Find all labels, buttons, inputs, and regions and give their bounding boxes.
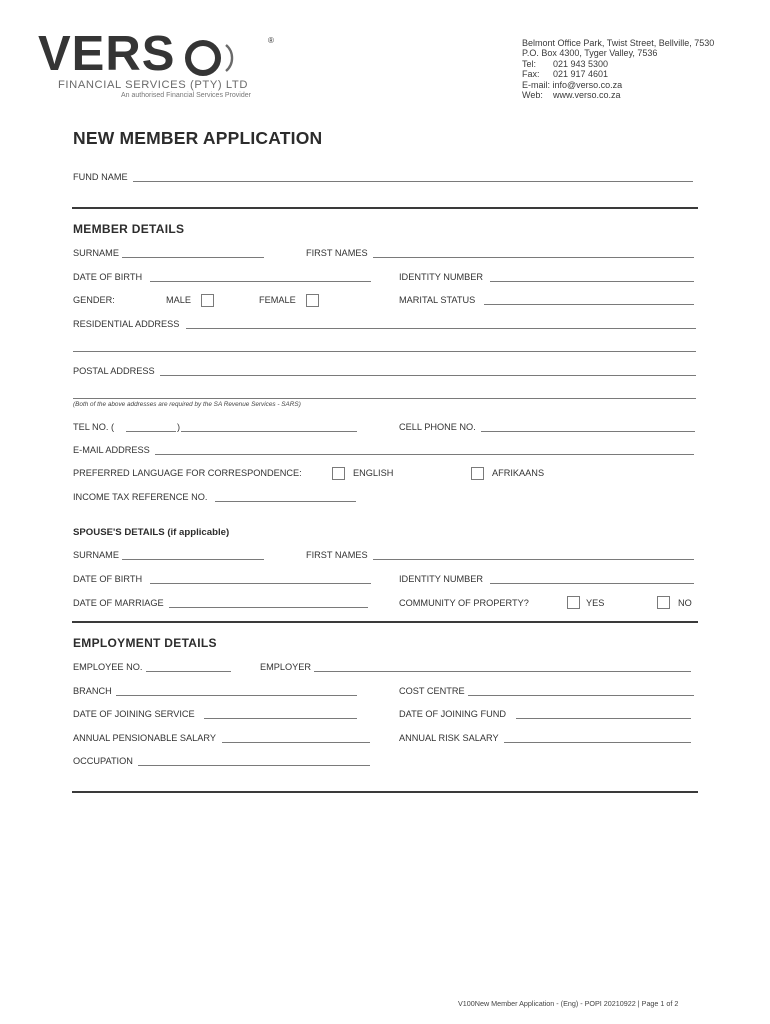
section-divider <box>72 791 698 793</box>
web-link[interactable]: www.verso.co.za <box>553 90 621 101</box>
residential-address-input[interactable] <box>186 328 696 329</box>
member-details-heading: MEMBER DETAILS <box>73 222 185 236</box>
first-names-label: FIRST NAMES <box>306 248 368 258</box>
occupation-label: OCCUPATION <box>73 756 133 766</box>
community-yes-label: YES <box>586 598 605 608</box>
occupation-input[interactable] <box>138 765 370 766</box>
address-sars-note: (Both of the above addresses are required by the SA Revenue Services - SARS) <box>73 401 301 408</box>
employee-no-label: EMPLOYEE NO. <box>73 662 143 672</box>
annual-risk-salary-input[interactable] <box>504 742 691 743</box>
tel-label: Tel: <box>522 58 537 69</box>
gender-label: GENDER: <box>73 295 115 305</box>
branch-label: BRANCH <box>73 686 112 696</box>
id-number-label: IDENTITY NUMBER <box>399 272 484 282</box>
marital-status-label: MARITAL STATUS <box>399 295 476 305</box>
surname-label: SURNAME <box>73 248 119 258</box>
address-line-1: Belmont Office Park, Twist Street, Bellville, 7530 <box>522 38 715 48</box>
female-label: FEMALE <box>259 295 296 305</box>
afrikaans-label: AFRIKAANS <box>492 468 545 478</box>
dob-label: DATE OF BIRTH <box>73 272 143 282</box>
surname-input[interactable] <box>122 257 264 258</box>
spouse-id-number-input[interactable] <box>490 583 694 584</box>
annual-risk-salary-label: ANNUAL RISK SALARY <box>399 733 499 743</box>
cost-centre-input[interactable] <box>468 695 694 696</box>
residential-address-label: RESIDENTIAL ADDRESS <box>73 319 180 329</box>
address-line-2: P.O. Box 4300, Tyger Valley, 7536 <box>522 48 658 59</box>
fax-line <box>522 69 714 79</box>
doj-service-label: DATE OF JOINING SERVICE <box>73 709 195 719</box>
fax-value: 021 917 4601 <box>553 69 609 80</box>
fund-name-input[interactable] <box>133 181 693 182</box>
dob-input[interactable] <box>150 281 371 282</box>
spouse-first-names-label: FIRST NAMES <box>306 550 368 560</box>
tel-area-code-input[interactable] <box>126 431 176 432</box>
spouse-details-heading: SPOUSE'S DETAILS (if applicable) <box>73 527 230 538</box>
doj-fund-input[interactable] <box>516 718 691 719</box>
tel-no-close-paren: ) <box>177 422 181 432</box>
female-checkbox[interactable] <box>306 294 319 307</box>
income-tax-input[interactable] <box>215 501 356 502</box>
email-line[interactable]: E-mail: info@verso.co.za <box>522 79 623 90</box>
community-no-checkbox[interactable] <box>657 596 670 609</box>
date-of-marriage-label: DATE OF MARRIAGE <box>73 598 164 608</box>
community-yes-checkbox[interactable] <box>567 596 580 609</box>
cell-phone-input[interactable] <box>481 431 695 432</box>
employer-label: EMPLOYER <box>260 662 312 672</box>
email-address-label: E-MAIL ADDRESS <box>73 445 150 455</box>
spouse-surname-input[interactable] <box>122 559 264 560</box>
email-address-input[interactable] <box>155 454 694 455</box>
afrikaans-checkbox[interactable] <box>471 467 484 480</box>
postal-address-label: POSTAL ADDRESS <box>73 366 155 376</box>
form-title: NEW MEMBER APPLICATION <box>73 128 323 148</box>
branch-input[interactable] <box>116 695 357 696</box>
logo-wordmark: VERS <box>38 27 176 81</box>
postal-address-input[interactable] <box>160 375 696 376</box>
date-of-marriage-input[interactable] <box>169 607 368 608</box>
spouse-dob-label: DATE OF BIRTH <box>73 574 143 584</box>
male-checkbox[interactable] <box>201 294 214 307</box>
company-logo <box>38 27 176 81</box>
annual-pensionable-salary-input[interactable] <box>222 742 370 743</box>
registered-mark: ® <box>268 36 274 45</box>
fund-name-label: FUND NAME <box>73 172 128 182</box>
employee-no-input[interactable] <box>146 671 231 672</box>
section-divider <box>72 621 698 623</box>
section-divider <box>72 207 698 209</box>
doj-fund-label: DATE OF JOINING FUND <box>399 709 507 719</box>
residential-address-input-line-2[interactable] <box>73 351 696 352</box>
tel-line <box>522 59 714 69</box>
tel-value: 021 943 5300 <box>553 58 609 69</box>
fax-label: Fax: <box>522 69 540 80</box>
doj-service-input[interactable] <box>204 718 357 719</box>
first-names-input[interactable] <box>373 257 694 258</box>
page-footer: V100New Member Application - (Eng) - POPI 20210922 | Page 1 of 2 <box>458 999 679 1008</box>
tel-no-input[interactable] <box>181 431 357 432</box>
male-label: MALE <box>166 295 192 305</box>
employer-input[interactable] <box>314 671 691 672</box>
cost-centre-label: COST CENTRE <box>399 686 465 696</box>
spouse-surname-label: SURNAME <box>73 550 119 560</box>
web-label: Web: <box>522 90 543 101</box>
community-of-property-label: COMMUNITY OF PROPERTY? <box>399 598 529 608</box>
marital-status-input[interactable] <box>484 304 694 305</box>
spouse-first-names-input[interactable] <box>373 559 694 560</box>
cell-phone-label: CELL PHONE NO. <box>399 422 476 432</box>
preferred-language-label: PREFERRED LANGUAGE FOR CORRESPONDENCE: <box>73 468 302 478</box>
annual-pensionable-salary-label: ANNUAL PENSIONABLE SALARY <box>73 733 216 743</box>
spouse-dob-input[interactable] <box>150 583 371 584</box>
company-name-line: FINANCIAL SERVICES (PTY) LTD <box>58 79 249 91</box>
contact-block <box>522 38 714 100</box>
tel-no-label: TEL NO. ( <box>73 422 115 432</box>
web-line <box>522 90 714 100</box>
employment-details-heading: EMPLOYMENT DETAILS <box>73 636 217 650</box>
logo-o-icon <box>176 39 266 79</box>
company-tagline: An authorised Financial Services Provider <box>121 92 251 99</box>
postal-address-input-line-2[interactable] <box>73 398 696 399</box>
english-checkbox[interactable] <box>332 467 345 480</box>
income-tax-label: INCOME TAX REFERENCE NO. <box>73 492 208 502</box>
community-no-label: NO <box>678 598 692 608</box>
spouse-id-number-label: IDENTITY NUMBER <box>399 574 484 584</box>
english-label: ENGLISH <box>353 468 394 478</box>
id-number-input[interactable] <box>490 281 694 282</box>
